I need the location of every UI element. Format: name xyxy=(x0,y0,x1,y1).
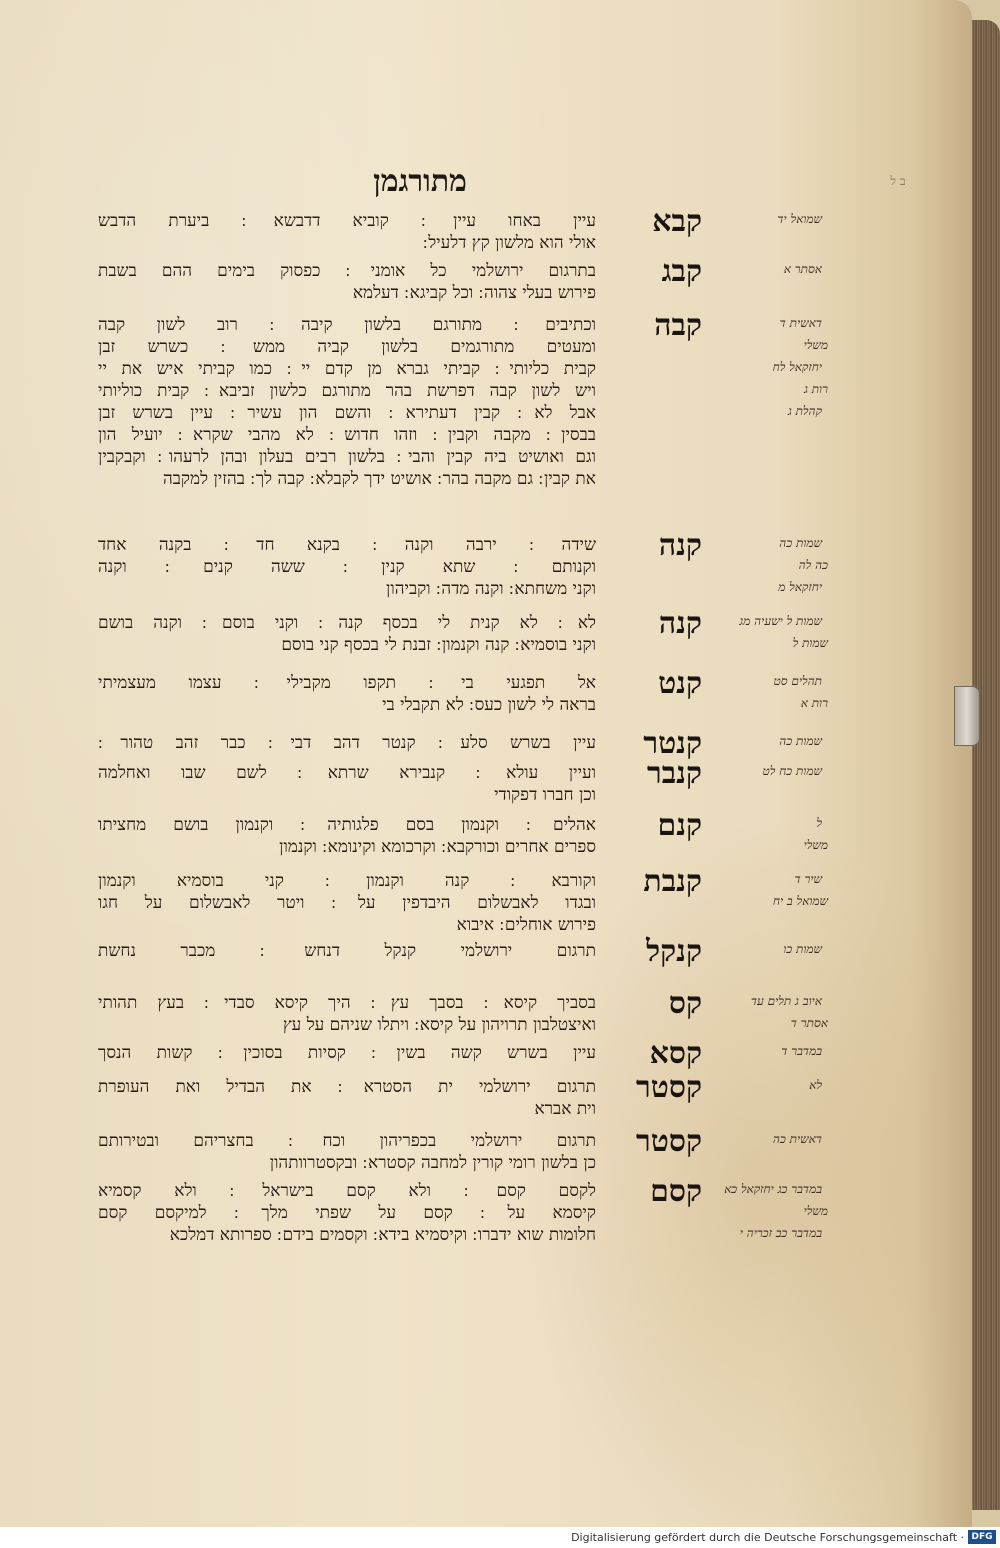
entry-headword: קסטר xyxy=(636,1124,702,1159)
margin-reference: רות א xyxy=(800,696,828,710)
entry-line: בבסין ׃ מקבה וקבין ׃ וזהו חדוש ׃ לא מהבי שקרא ׃ יועיל הון xyxy=(98,425,596,445)
entry-line: ומעטים מתורגמים בלשון קביה ממש ׃ כשרש זבן xyxy=(98,337,596,357)
entry-line: עיין בשרש קשה בשין ׃ קסיות בסוכין ׃ קשות הנסך xyxy=(98,1043,596,1063)
entry-headword: קנקל xyxy=(646,934,702,969)
entry-line: וית אברא xyxy=(534,1099,596,1119)
margin-reference: משלי xyxy=(803,1204,828,1218)
entry-headword: קנה xyxy=(658,606,702,641)
entry-line: אהלים ׃ וקנמון בסם פלגותיה ׃ וקנמון בושם מחציתו xyxy=(98,815,596,835)
entry-headword: קנטר xyxy=(643,726,702,761)
entry-line: וקני משחתא ׃ וקנה מדה ׃ וקביהון xyxy=(386,579,596,599)
running-header: מתורגמן xyxy=(373,164,467,199)
entry-line: פירוש בעלי צהוה ׃ וכל קביגא ׃ דעלמא xyxy=(352,283,596,303)
margin-reference: שיר ד xyxy=(794,872,822,886)
entry-line: לקסם קסם ׃ ולא קסם בישראל ׃ ולא קסמיא xyxy=(98,1181,596,1201)
clip-tab xyxy=(954,686,980,746)
entry-headword: קנבת xyxy=(643,864,702,899)
margin-reference: שמואל ב יח xyxy=(772,894,828,908)
entry-line: אולי הוא מלשון קץ דלעיל ׃ xyxy=(422,233,596,253)
entry-line: ואיצטלבון תרויהון על קיסא ׃ ויתלו שניהם על עץ xyxy=(282,1015,596,1035)
entry-headword: קסא xyxy=(649,1036,702,1071)
entry-line: ויש לשון קבה דפרשת בהר מתורגם כלשון זביבא ׃ קבית כוליותי xyxy=(98,381,596,401)
entry-line: לא ׃ לא קנית לי בכסף קנה ׃ וקני בוסם ׃ וקנה בושם xyxy=(98,613,596,633)
margin-reference: שמות ל xyxy=(792,636,828,650)
margin-reference: משלי xyxy=(803,838,828,852)
entry-line: שידה ׃ ירבה וקנה ׃ בקנא חד ׃ בקנה אחד xyxy=(98,535,596,555)
entry-line: עיין בשרש סלע ׃ קנטר דהב דבי ׃ כבר זהב טהור ׃ xyxy=(98,733,596,753)
entry-headword: קבג xyxy=(661,254,702,289)
entry-line: בסביך קיסא ׃ בסבך עץ ׃ היך קיסא סבדי ׃ בעץ תהותי xyxy=(98,993,596,1013)
footer xyxy=(0,1527,1000,1548)
margin-reference: כה לה xyxy=(798,558,828,572)
entry-line: בתרגום ירושלמי כל אומני ׃ כפסוק בימים ההם בשבת xyxy=(98,261,596,281)
footer-credit: Digitalisierung gefördert durch die Deutsche Forschungsgemeinschaft · xyxy=(571,1531,964,1544)
margin-reference: יחזקאל מ xyxy=(778,580,822,594)
entry-line: אבל לא ׃ קבין דעתירא ׃ והשם הון עשיר ׃ עיין בשרש זבן xyxy=(98,403,596,423)
margin-reference: שמות כח לט xyxy=(762,764,822,778)
margin-reference: ל xyxy=(816,816,822,830)
margin-reference: במדבר ד xyxy=(781,1044,822,1058)
entry-line: תרגום ירושלמי ית הסטרא ׃ את הבדיל ואת העופרת xyxy=(98,1077,596,1097)
entry-line: ובגדו לאבשלום היבדפין על ׃ ויטר לאבשלום על חגו xyxy=(98,893,596,913)
entry-line: וכן חברו דפקודי xyxy=(494,785,596,805)
margin-reference: משלי xyxy=(803,338,828,352)
entry-line: את קבין ׃ גם מקבה בהר ׃ אושיט ידך לקבלא ׃ קבה לך ׃ בהזין למקבה xyxy=(162,469,596,489)
entry-headword: קבה xyxy=(654,308,702,343)
margin-reference: לא xyxy=(809,1078,822,1092)
entry-line: וקני בוסמיא ׃ קנה וקנמון ׃ זבנת לי בכסף קני בוסם xyxy=(281,635,596,655)
entry-line: כן בלשון רומי קורין למחבה קסטרא ׃ ובקסטרוותהון xyxy=(269,1153,596,1173)
margin-reference: שמואל יד xyxy=(777,212,822,226)
margin-reference: שמות כה xyxy=(779,536,822,550)
entry-line: בראה לי לשון כעס ׃ לא תקבלי בי xyxy=(382,695,596,715)
margin-reference: במדבר כג יחזקאל כא xyxy=(724,1182,822,1196)
margin-reference: רות ג xyxy=(803,382,828,396)
entry-headword: קסטר xyxy=(636,1070,702,1105)
entry-line: עיין באחו עיין ׃ קוביא דדבשא ׃ ביערת הדבש xyxy=(98,211,596,231)
entry-headword: קנם xyxy=(657,808,702,843)
entry-headword: קס xyxy=(668,986,702,1021)
entry-line: וגם ואושיט ביה קבין והבי ׃ בלשון רבים בעלון ובהן לרעהו ׃ וקבקבין xyxy=(98,447,596,467)
margin-reference: אסתר א xyxy=(783,262,822,276)
margin-reference: שמות כה xyxy=(779,734,822,748)
entry-headword: קבא xyxy=(652,204,702,239)
margin-reference: שמות כו xyxy=(783,942,822,956)
margin-reference: דאשית כה xyxy=(772,1132,822,1146)
margin-reference: קהלת ג xyxy=(787,404,822,418)
entry-line: תרגום ירושלמי קנקל דנחש ׃ מכבר נחשת xyxy=(98,941,596,961)
entry-line: וקורבא ׃ קנה וקנמון ׃ קני בוסמיא וקנמון xyxy=(98,871,596,891)
entry-line: וקנותם ׃ שתא קנין ׃ ששה קנים ׃ וקנה xyxy=(98,557,596,577)
entry-headword: קנה xyxy=(658,528,702,563)
entry-headword: קנבר xyxy=(646,756,702,791)
margin-reference: שמות ל ישעיה מג xyxy=(739,614,822,628)
entry-line: ספרים אחרים וכורקבא ׃ וקרכומא וקינומא ׃ וקנמון xyxy=(279,837,596,857)
margin-reference: איוב ג תלים עד xyxy=(750,994,822,1008)
entry-headword: קנט xyxy=(658,666,702,701)
entry-line: חלומות שוא ידברו ׃ וקיסמיא בידא ׃ וקסמים בידם ׃ ספרותא דמלכא xyxy=(169,1225,596,1245)
margin-reference: יחזקאל לח xyxy=(772,360,822,374)
margin-reference: אסתר ד xyxy=(790,1016,828,1030)
margin-reference: תהלים סט xyxy=(773,674,822,688)
entry-line: קבית כליותי ׃ קביתי גברא מן קדם יי ׃ כמו קביתי איש את יי xyxy=(98,359,596,379)
entry-line: אל תפגעי בי ׃ תקפו מקבילי ׃ עצמו מעצמיתי xyxy=(98,673,596,693)
entry-line: ועיין עולא ׃ קנבירא שרתא ׃ לשם שבו ואחלמה xyxy=(98,763,596,783)
dfg-logo: DFG xyxy=(968,1530,996,1544)
entry-line: וכתיבים ׃ מתורגם בלשון קיבה ׃ רוב לשון קבה xyxy=(98,315,596,335)
entry-line: תרגום ירושלמי בכפריהון וכח ׃ בחצריהם ובטירותם xyxy=(98,1131,596,1151)
folio-mark: ב ל xyxy=(890,174,906,188)
margin-reference: במדבר כב זכריה י xyxy=(739,1226,822,1240)
entry-line: פירוש אוחלים ׃ איבוא xyxy=(456,915,596,935)
entry-line: קיסמא על ׃ קסם על שפתי מלך ׃ למיקסם קסם xyxy=(98,1203,596,1223)
margin-reference: דאשית ד xyxy=(779,316,822,330)
entry-headword: קסם xyxy=(650,1174,702,1209)
